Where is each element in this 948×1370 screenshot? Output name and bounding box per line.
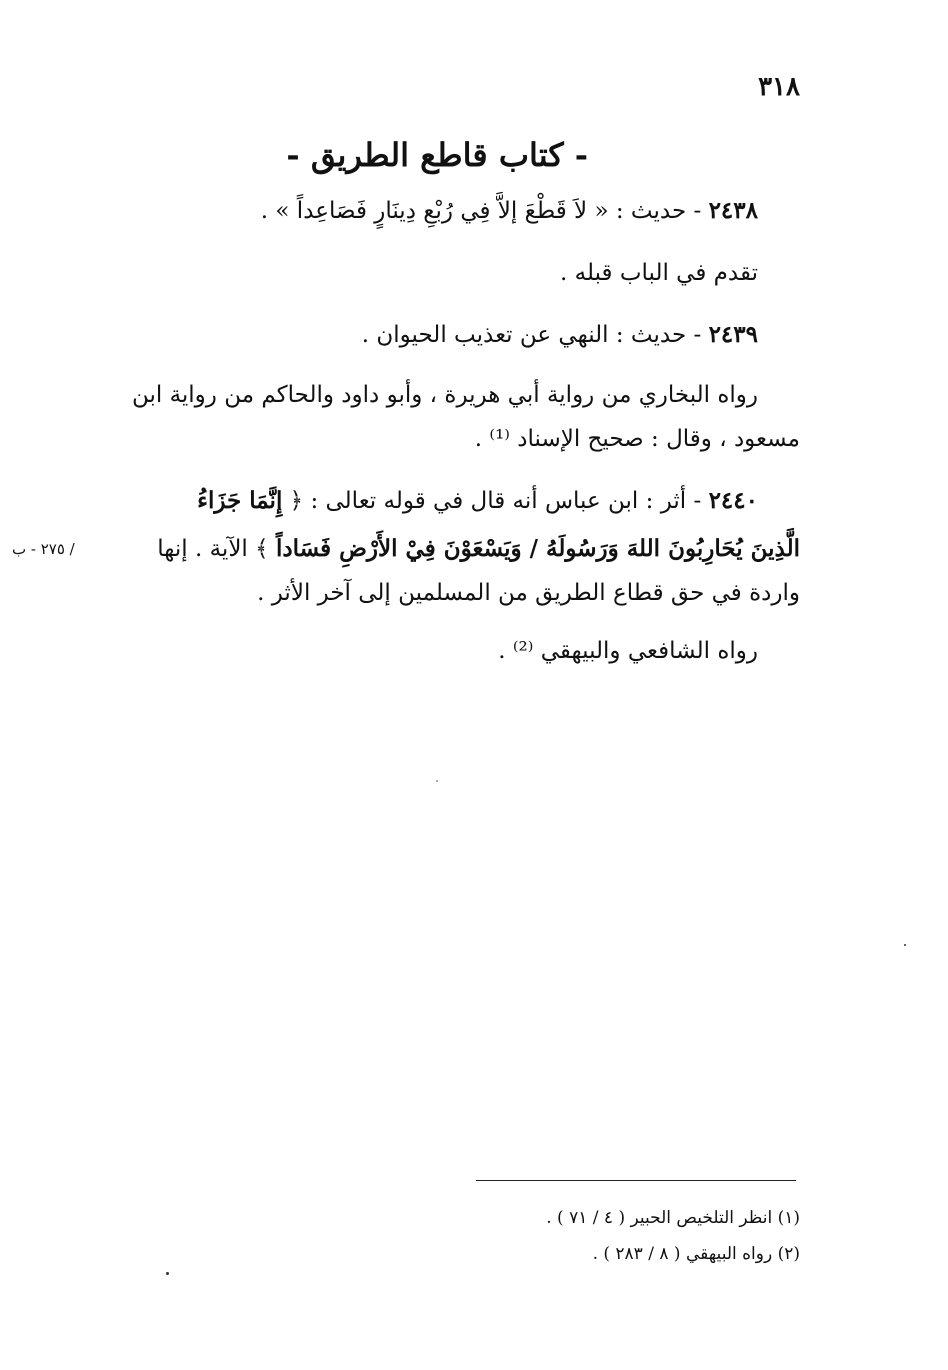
scan-speck <box>904 944 906 946</box>
entry-number: ٢٤٣٨ <box>708 197 758 224</box>
entry-2440-line-2 <box>157 534 800 564</box>
entry-2440-line-1 <box>197 486 758 516</box>
footnote-divider <box>476 1180 796 1181</box>
page-number: ٣١٨ <box>758 72 800 102</box>
manuscript-folio-note: / ٢٧٥ - ب <box>12 540 75 558</box>
entry-text: ﴾ الآية . إنها <box>157 536 269 562</box>
entry-number: ٢٤٤٠ <box>708 487 758 514</box>
entry-2439-line-2: رواه البخاري من رواية أبي هريرة ، وأبو داود والحاكم من رواية ابن <box>131 382 758 408</box>
entry-2440-line-3: واردة في حق قطاع الطريق من المسلمين إلى آخر الأثر . <box>257 580 800 606</box>
quran-verse: إِنَّمَا جَزَاءُ <box>197 487 283 514</box>
scan-speck <box>166 1272 169 1275</box>
entry-text: - حديث : « لاَ قَطْعَ إلاَّ فِي رُبْعِ دِينَارٍ فَصَاعِداً » . <box>260 198 702 224</box>
quran-verse: الَّذِينَ يُحَارِبُونَ اللهَ وَرَسُولَهُ / وَيَسْعَوْنَ فِيْ الأَرْضِ فَسَاداً <box>275 535 800 562</box>
footnote-2: (٢) رواه البيهقي ( ٨ / ٢٨٣ ) . <box>592 1244 800 1264</box>
entry-2438-line-2: تقدم في الباب قبله . <box>560 260 758 286</box>
chapter-title: - كتاب قاطع الطريق - <box>286 136 588 174</box>
entry-text: - أثر : ابن عباس أنه قال في قوله تعالى : ﴿ <box>289 488 702 514</box>
entry-2439-line-3: مسعود ، وقال : صحيح الإسناد ⁽¹⁾ . <box>474 426 800 452</box>
entry-2439-line-1 <box>362 320 758 350</box>
scan-speck <box>436 780 438 782</box>
entry-number: ٢٤٣٩ <box>708 321 758 348</box>
footnote-1: (١) انظر التلخيص الحبير ( ٤ / ٧١ ) . <box>546 1208 800 1228</box>
entry-2438-line-1 <box>261 196 758 226</box>
entry-2440-line-4: رواه الشافعي والبيهقي ⁽²⁾ . <box>498 638 758 664</box>
entry-text: - حديث : النهي عن تعذيب الحيوان . <box>361 322 702 348</box>
